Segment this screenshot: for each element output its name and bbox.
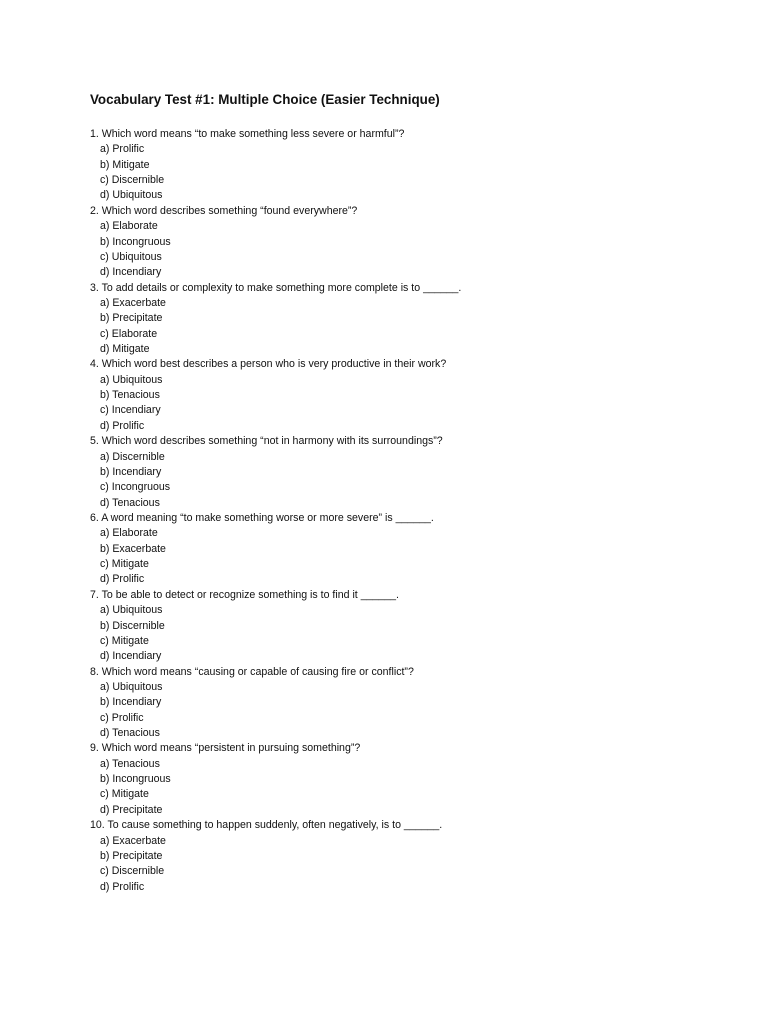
question-text: 6. A word meaning “to make something worse or more severe” is ______. xyxy=(90,511,434,524)
answer-option: b) Incongruous xyxy=(100,235,171,248)
question-text: 5. Which word describes something “not in harmony with its surroundings”? xyxy=(90,435,443,448)
answer-option: c) Mitigate xyxy=(100,558,149,571)
answer-option: b) Tenacious xyxy=(100,389,160,402)
answer-option: a) Tenacious xyxy=(100,757,160,770)
answer-option: b) Exacerbate xyxy=(100,542,166,555)
question-item xyxy=(90,741,730,818)
question-item xyxy=(90,588,730,665)
answer-option: a) Exacerbate xyxy=(100,296,166,309)
question-text: 10. To cause something to happen suddenly, often negatively, is to ______. xyxy=(90,819,443,832)
document-title: Vocabulary Test #1: Multiple Choice (Easier Technique) xyxy=(90,92,440,107)
answer-option: a) Ubiquitous xyxy=(100,680,163,693)
answer-option: a) Ubiquitous xyxy=(100,604,163,617)
answer-option: b) Incendiary xyxy=(100,696,162,709)
question-item xyxy=(90,434,730,511)
answer-option: c) Discernible xyxy=(100,174,165,187)
answer-option: d) Ubiquitous xyxy=(100,189,163,202)
answer-option: c) Incongruous xyxy=(100,481,171,494)
answer-option: b) Incendiary xyxy=(100,465,162,478)
question-text: 4. Which word best describes a person who is very productive in their work? xyxy=(90,358,447,371)
answer-option: c) Mitigate xyxy=(100,788,149,801)
answer-option: d) Incendiary xyxy=(100,266,162,279)
answer-option: d) Precipitate xyxy=(100,803,163,816)
question-item xyxy=(90,511,730,588)
question-text: 2. Which word describes something “found everywhere”? xyxy=(90,204,358,217)
answer-option: a) Discernible xyxy=(100,450,165,463)
answer-option: a) Elaborate xyxy=(100,220,158,233)
answer-option: c) Prolific xyxy=(100,711,144,724)
answer-option: d) Prolific xyxy=(100,573,145,586)
answer-option: d) Prolific xyxy=(100,880,145,893)
answer-option: b) Mitigate xyxy=(100,158,150,171)
question-text: 7. To be able to detect or recognize something is to find it ______. xyxy=(90,588,399,601)
answer-option: d) Mitigate xyxy=(100,343,150,356)
question-item xyxy=(90,818,730,895)
question-text: 9. Which word means “persistent in pursuing something”? xyxy=(90,742,361,755)
answer-option: b) Incongruous xyxy=(100,773,171,786)
answer-option: c) Discernible xyxy=(100,865,165,878)
answer-option: a) Exacerbate xyxy=(100,834,166,847)
question-item xyxy=(90,281,730,358)
question-item xyxy=(90,127,730,204)
question-text: 3. To add details or complexity to make something more complete is to ______. xyxy=(90,281,462,294)
answer-option: b) Discernible xyxy=(100,619,165,632)
answer-option: d) Tenacious xyxy=(100,496,160,509)
answer-option: c) Mitigate xyxy=(100,634,149,647)
answer-option: c) Incendiary xyxy=(100,404,161,417)
answer-option: b) Precipitate xyxy=(100,849,163,862)
question-text: 8. Which word means “causing or capable of causing fire or conflict”? xyxy=(90,665,414,678)
question-list xyxy=(90,127,730,895)
question-text: 1. Which word means “to make something less severe or harmful”? xyxy=(90,128,405,140)
question-item xyxy=(90,204,730,281)
answer-option: c) Elaborate xyxy=(100,327,158,340)
answer-option: a) Ubiquitous xyxy=(100,373,163,386)
answer-option: a) Elaborate xyxy=(100,527,158,540)
question-item xyxy=(90,357,730,434)
answer-option: d) Prolific xyxy=(100,419,145,432)
question-item xyxy=(90,665,730,742)
answer-option: d) Incendiary xyxy=(100,650,162,663)
answer-option: d) Tenacious xyxy=(100,727,160,740)
answer-option: a) Prolific xyxy=(100,143,145,156)
answer-option: c) Ubiquitous xyxy=(100,250,162,263)
answer-option: b) Precipitate xyxy=(100,312,163,325)
